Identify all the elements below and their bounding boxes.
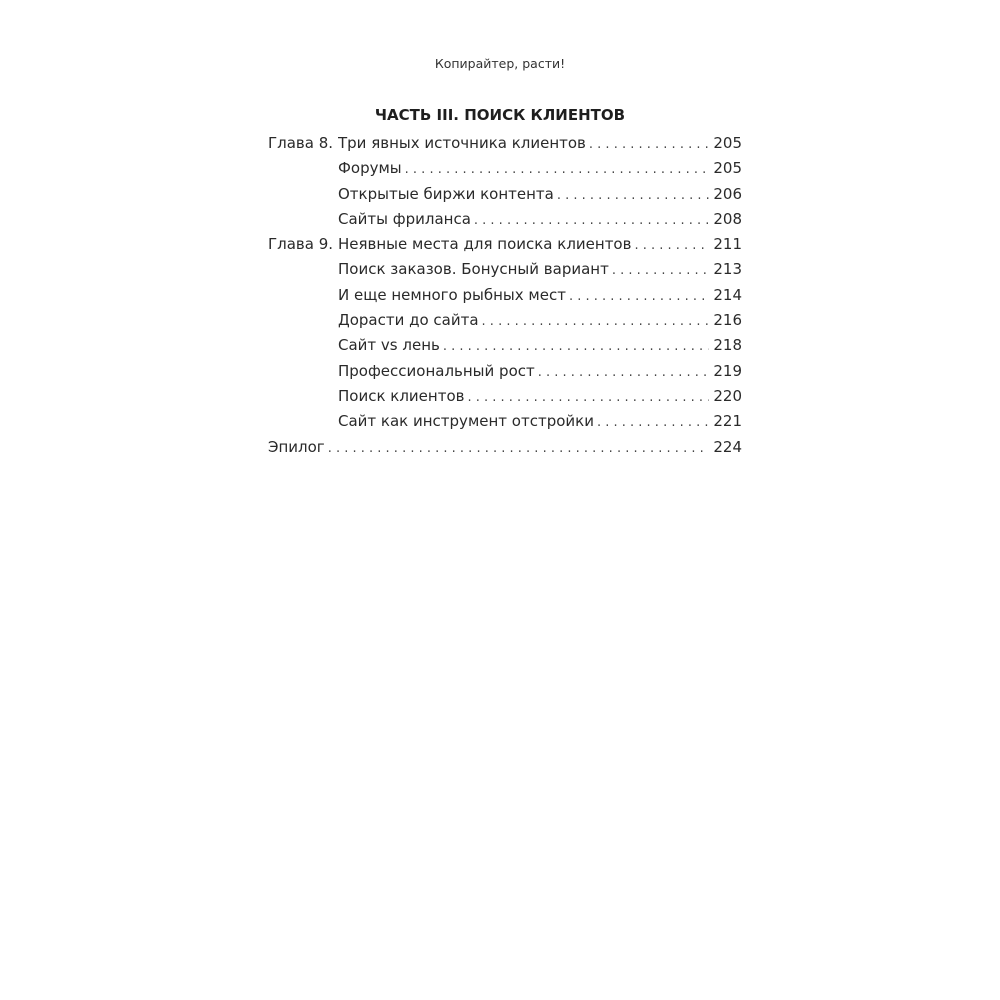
page-number: 214	[713, 285, 742, 304]
part-title: ЧАСТЬ III. ПОИСК КЛИЕНТОВ	[374, 106, 626, 124]
dot-leader	[612, 261, 710, 281]
page-number: 221	[713, 412, 742, 431]
page-number: 205	[713, 134, 742, 152]
entry-title: Дорасти до сайта	[338, 311, 479, 330]
dot-leader	[538, 363, 710, 383]
entry-title: Сайты фриланса	[338, 209, 471, 228]
dot-leader	[474, 211, 709, 231]
toc-entry	[338, 335, 742, 357]
toc-row[interactable]	[268, 409, 742, 434]
page-number: 218	[713, 336, 742, 355]
toc-entry	[268, 437, 742, 459]
epilogue-title: Эпилог	[268, 437, 325, 456]
dot-leader	[405, 160, 710, 180]
entry-title: Открытые биржи контента	[338, 184, 554, 203]
page-number: 205	[713, 159, 742, 178]
entry-title: Три явных источника клиентов	[338, 134, 586, 152]
toc-entry	[338, 411, 742, 433]
dot-leader	[557, 186, 710, 206]
entry-title: Поиск клиентов	[338, 386, 465, 405]
toc-row[interactable]	[268, 207, 742, 232]
entry-title: И еще немного рыбных мест	[338, 285, 566, 304]
page-number: 219	[713, 361, 742, 380]
toc-row[interactable]	[268, 308, 742, 333]
entry-title: Сайт vs лень	[338, 336, 440, 355]
chapter-label: Глава 9.	[268, 235, 334, 254]
toc-entry	[338, 310, 742, 332]
toc-row[interactable]	[268, 333, 742, 358]
toc-entry	[338, 184, 742, 206]
dot-leader	[467, 388, 709, 408]
toc-entry	[338, 158, 742, 180]
toc-entry	[338, 133, 742, 155]
entry-title: Профессиональный рост	[338, 361, 535, 380]
entry-title: Поиск заказов. Бонусный вариант	[338, 260, 609, 279]
toc-row-chapter-9[interactable]	[268, 232, 742, 257]
page-number: 211	[713, 235, 742, 254]
dot-leader	[328, 439, 710, 459]
page-number: 216	[713, 311, 742, 330]
table-of-contents	[268, 131, 742, 460]
toc-entry	[338, 386, 742, 408]
entry-title: Сайт как инструмент отстройки	[338, 412, 594, 431]
page-number: 206	[713, 184, 742, 203]
toc-row[interactable]	[268, 283, 742, 308]
dot-leader	[589, 135, 709, 155]
dot-leader	[634, 236, 709, 256]
toc-entry	[338, 234, 742, 256]
page-number: 213	[713, 260, 742, 279]
dot-leader	[482, 312, 710, 332]
running-head: Копирайтер, расти!	[434, 56, 566, 71]
dot-leader	[597, 413, 709, 433]
toc-entry	[338, 259, 742, 281]
page-number: 224	[713, 437, 742, 456]
toc-row[interactable]	[268, 156, 742, 181]
entry-title: Неявные места для поиска клиентов	[338, 235, 632, 254]
toc-row[interactable]	[268, 257, 742, 282]
toc-entry	[338, 209, 742, 231]
page-number: 208	[713, 209, 742, 228]
toc-row[interactable]	[268, 182, 742, 207]
toc-entry	[338, 361, 742, 383]
dot-leader	[443, 337, 710, 357]
dot-leader	[569, 287, 709, 307]
chapter-label: Глава 8.	[268, 134, 334, 152]
toc-row-chapter-8[interactable]	[268, 131, 742, 156]
toc-row[interactable]	[268, 384, 742, 409]
entry-title: Форумы	[338, 159, 402, 178]
page-number: 220	[713, 386, 742, 405]
toc-row[interactable]	[268, 359, 742, 384]
toc-row-epilogue[interactable]	[268, 435, 742, 460]
toc-entry	[338, 285, 742, 307]
